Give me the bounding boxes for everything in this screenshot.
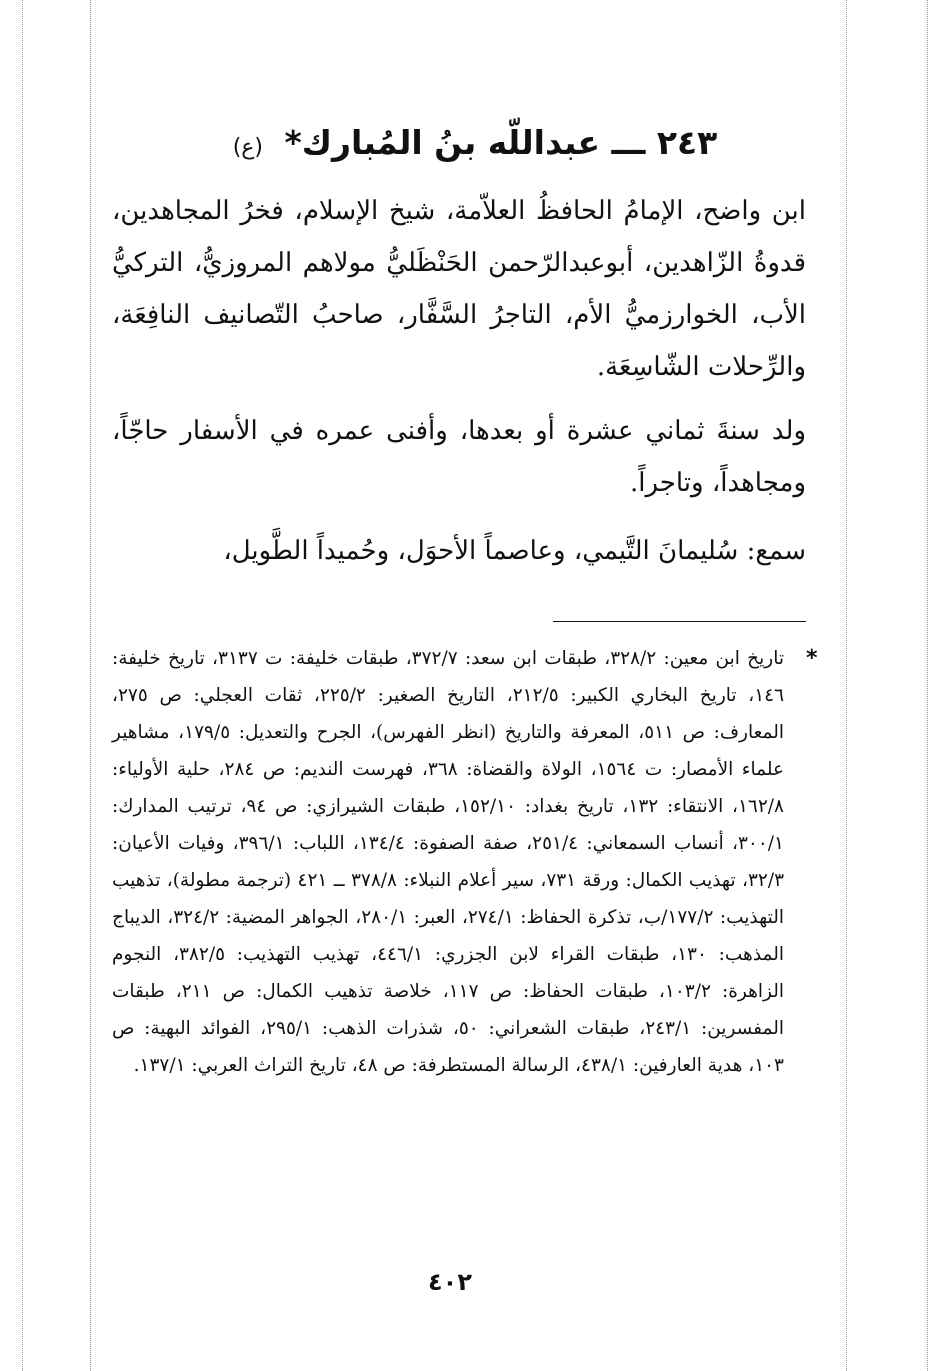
footnote-separator [553,621,806,622]
page-number: ٤٠٢ [428,1268,472,1296]
birth-paragraph: ولد سنةَ ثماني عشرة أو بعدها، وأفنى عمره في الأسفار حاجّاً، ومجاهداً، وتاجراً. [112,416,806,498]
footnote-sources: تاريخ ابن معين: ٣٢٨/٢، طبقات ابن سعد: ٣٧٢/٧، طبقات خليفة: ت ٣١٣٧، تاريخ خليفة: ١٤٦، تاريخ البخاري الكبير: ٢١٢/٥، التاريخ الصغير: ٢٢٥/٢، ثقات العجلي: ص ٢٧٥، المعارف: ص ٥١١، المعرفة والتاريخ (انظر الفهرس)، الجرح والتعديل: ١٧٩/٥، مشاهير علماء الأمصار: ت ١٥٦٤، الولاة والقضاة: ٣٦٨، فهرست النديم: ص ٢٨٤، حلية الأولياء: ١٦٢/٨، الانتقاء: ١٣٢، تاريخ بغداد: ١٥٢/١٠، طبقات الشيرازي: ص ٩٤، ترتيب المدارك: ٣٠٠/١، أنساب السمعاني: ٢٥١/٤، صفة الصفوة: ١٣٤/٤، اللباب: ٣٩٦/١، وفيات الأعيان: ٣٢/٣، تهذيب الكمال: ورقة ٧٣١، سير أعلام النبلاء: ٣٧٨/٨ ــ ٤٢١ (ترجمة مطولة)، تذهيب التهذيب: ١٧٧/٢/ب، تذكرة الحفاظ: ٢٧٤/١، العبر: ٢٨٠/١، الجواهر المضية: ٣٢٤/٢، الديباج المذهب: ١٣٠، طبقات القراء لابن الجزري: ٤٤٦/١، تهذيب التهذيب: ٣٨٢/٥، النجوم الزاهرة: ١٠٣/٢، طبقات الحفاظ: ص ١١٧، خلاصة تذهيب الكمال: ص ٢١١، طبقات المفسرين: ٢٤٣/١، طبقات الشعراني: ٥٠، شذرات الذهب: ٢٩٥/١، الفوائد البهية: ص ١٠٣، هدية العارفين: ٤٣٨/١، الرسالة المستطرفة: ص ٤٨، تاريخ التراث العربي: ١٣٧/١. [112,648,785,1076]
entry-heading [150,118,800,173]
teachers-paragraph: سمع: سُليمانَ التَّيمي، وعاصماً الأحوَل، وحُميداً الطَّويل، [223,536,806,566]
footnote-marker: * [806,646,818,671]
entry-dash: ـــ [611,123,646,162]
dotted-guide-line [927,0,928,1371]
entry-number: ٢٤٣ [656,123,718,162]
dotted-guide-line [846,0,847,1371]
entry-name: عبداللّه بنُ المُبارك* [284,123,601,162]
entry-code: (ع) [232,135,263,160]
biography-paragraph: ابن واضح، الإمامُ الحافظُ العلاّمة، شيخ الإسلام، فخرُ المجاهدين، قدوةُ الزّاهدين، أبوعبدالرّحمن الحَنْظَليُّ مولاهم المروزيُّ، التركيُّ الأب، الخوارزميُّ الأم، التاجرُ السَّفَّار، صاحبُ التّصانيف النافِعَة، والرِّحلات الشّاسِعَة. [112,196,806,382]
dotted-guide-line [90,0,91,1371]
dotted-guide-line [22,0,23,1371]
